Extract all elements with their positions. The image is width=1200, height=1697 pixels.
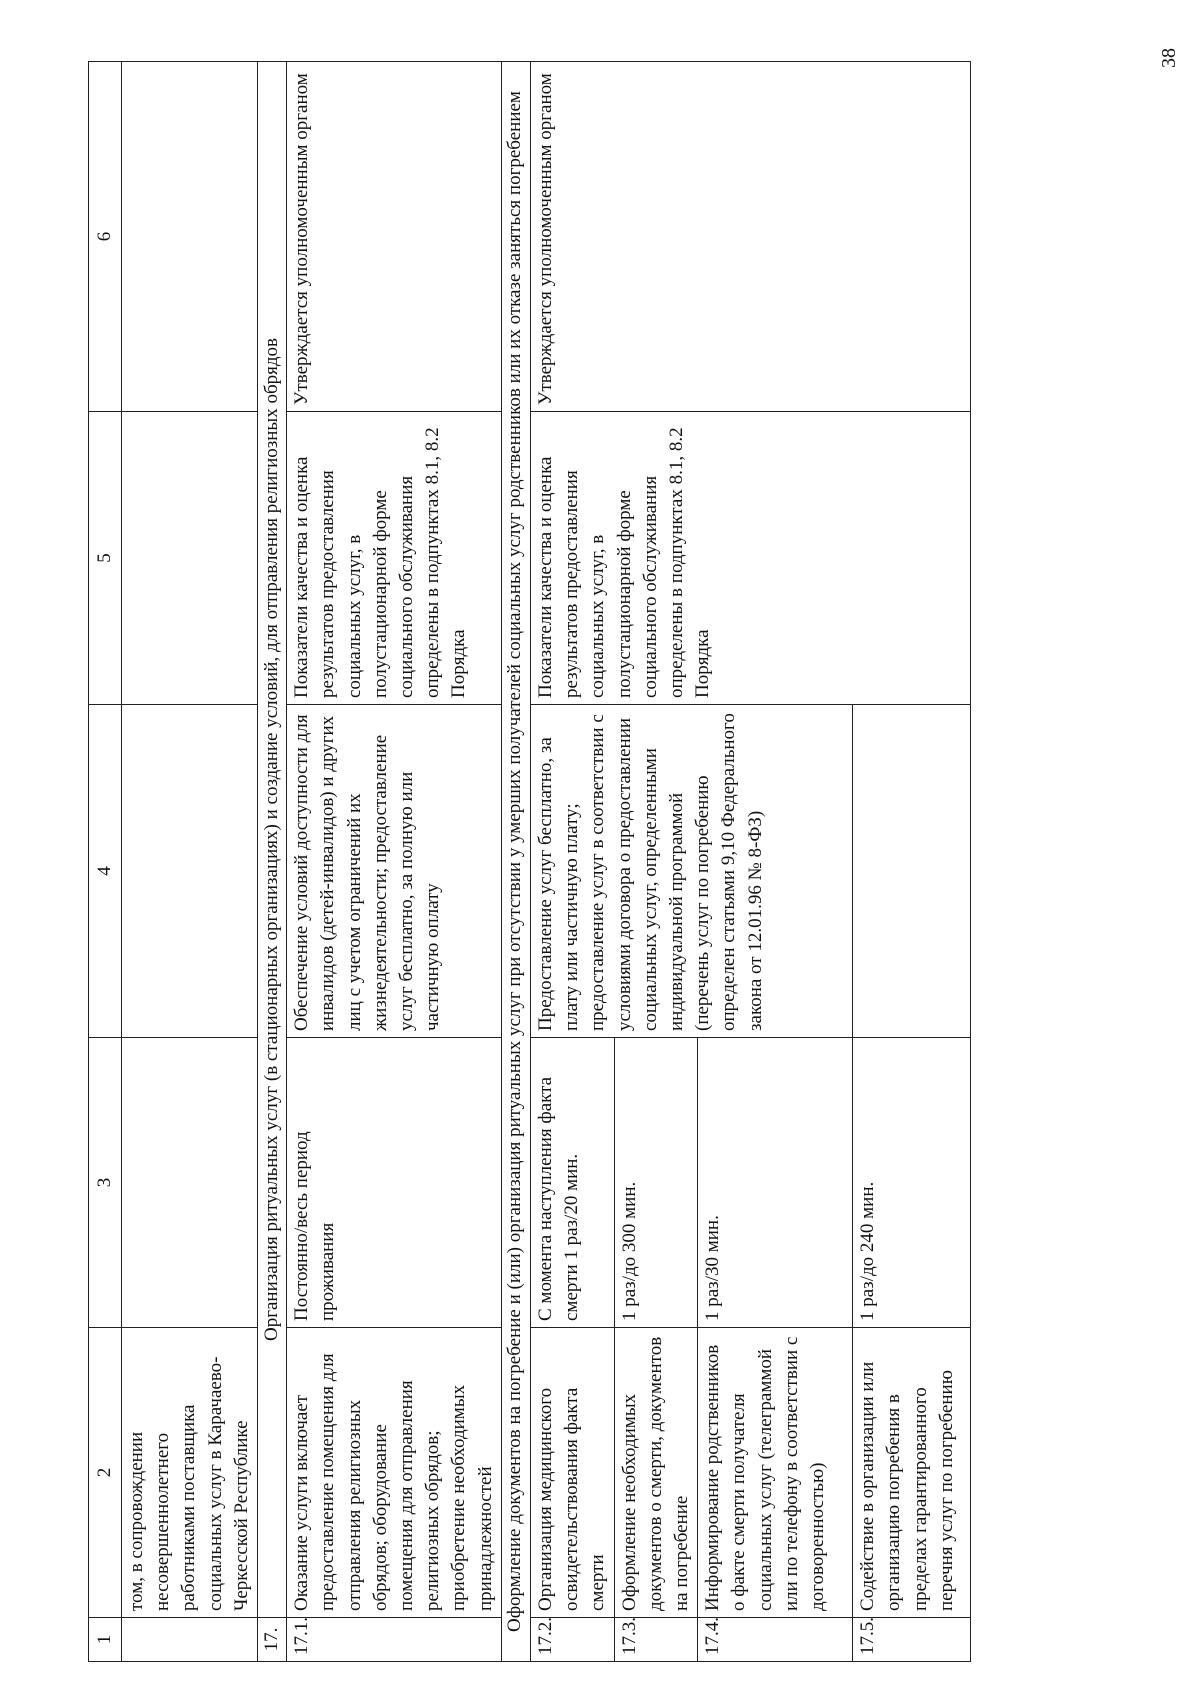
table-row xyxy=(287,62,502,1662)
section-title: Оформление документов на погребение и (или) организация ритуальных услуг при отсутствии у умерших получателей социальных услуг родственников или их отказе заняться погребением xyxy=(501,62,530,1662)
cell-number xyxy=(122,1618,258,1662)
cell-conditions: Обеспечение условий доступности для инвалидов (детей-инвалидов) и других лиц с учетом ограничений их жизнедеятельности; предоставление услуг бесплатно, за полную или частичную оплату xyxy=(287,705,502,1038)
cell-quality xyxy=(122,412,258,705)
cell-timing: 1 раз/до 240 мин. xyxy=(853,1038,971,1328)
cell-tariff: Утверждается уполномоченным органом xyxy=(530,62,970,412)
cell-quality: Показатели качества и оценка результатов предоставления социальных услуг, в полустационарной форме социального обслуживания определены в подпунктах 8.1, 8.2 Порядка xyxy=(287,412,502,705)
cell-timing: 1 раз/до 300 мин. xyxy=(614,1038,698,1328)
cell-service: Организация медицинского освидетельствования факта смерти xyxy=(530,1328,614,1618)
cell-service: Оформление необходимых документов о смерти, документов на погребение xyxy=(614,1328,698,1618)
cell-number: 17.2. xyxy=(530,1618,614,1662)
section-number: 17. xyxy=(258,1618,287,1662)
page-number: 38 xyxy=(1158,48,1180,68)
cell-service: Информирование родственников о факте смерти получателя социальных услуг (телеграммой или по телефону в соответствии с договоренностью) xyxy=(698,1328,853,1618)
cell-number: 17.1. xyxy=(287,1618,502,1662)
col-header-2: 2 xyxy=(89,1328,122,1618)
header-row xyxy=(89,62,122,1662)
cell-conditions: Предоставление услуг бесплатно, за плату или частичную плату; предоставление услуг в соответствии с условиями договора о предоставлении социальных услуг, определенными индивидуальной программой (перечень услуг по погребению определен статьями 9,10 Федерального закона от 12.01.96 № 8-ФЗ) xyxy=(530,705,852,1038)
cell-service: Оказание услуги включает предоставление помещения для отправления религиозных обрядов; оборудование помещения для отправления религиозных обрядов; приобретение необходимых принадлежностей xyxy=(287,1328,502,1618)
table-row xyxy=(122,62,258,1662)
cell-tariff: Утверждается уполномоченным органом xyxy=(287,62,502,412)
cell-tariff xyxy=(122,62,258,412)
col-header-3: 3 xyxy=(89,1038,122,1328)
cell-timing: Постоянно/весь период проживания xyxy=(287,1038,502,1328)
section-row xyxy=(501,62,530,1662)
cell-timing: С момента наступления факта смерти 1 раз/20 мин. xyxy=(530,1038,614,1328)
cell-service: том, в сопровождении несовершеннолетнего работниками поставщика социальных услуг в Карачаево-Черкесской Республике xyxy=(122,1328,258,1618)
cell-number: 17.3. xyxy=(614,1618,698,1662)
cell-conditions xyxy=(122,705,258,1038)
services-table xyxy=(88,61,971,1662)
cell-timing: 1 раз/30 мин. xyxy=(698,1038,853,1328)
cell-number: 17.4. xyxy=(698,1618,853,1662)
cell-timing xyxy=(122,1038,258,1328)
cell-service: Содействие в организации или организацию погребения в пределах гарантированного перечня услуг по погребению xyxy=(853,1328,971,1618)
cell-number: 17.5. xyxy=(853,1618,971,1662)
col-header-6: 6 xyxy=(89,62,122,412)
table-row xyxy=(530,62,614,1662)
rotated-table-container xyxy=(88,62,1143,1662)
col-header-1: 1 xyxy=(89,1618,122,1662)
cell-conditions xyxy=(853,705,971,1038)
col-header-5: 5 xyxy=(89,412,122,705)
section-row xyxy=(258,62,287,1662)
col-header-4: 4 xyxy=(89,705,122,1038)
cell-quality: Показатели качества и оценка результатов предоставления социальных услуг, в полустационарной форме социального обслуживания определены в подпунктах 8.1, 8.2 Порядка xyxy=(530,412,970,705)
section-title: Организация ритуальных услуг (в стационарных организациях) и создание условий, для отправления религиозных обрядов xyxy=(258,62,287,1618)
